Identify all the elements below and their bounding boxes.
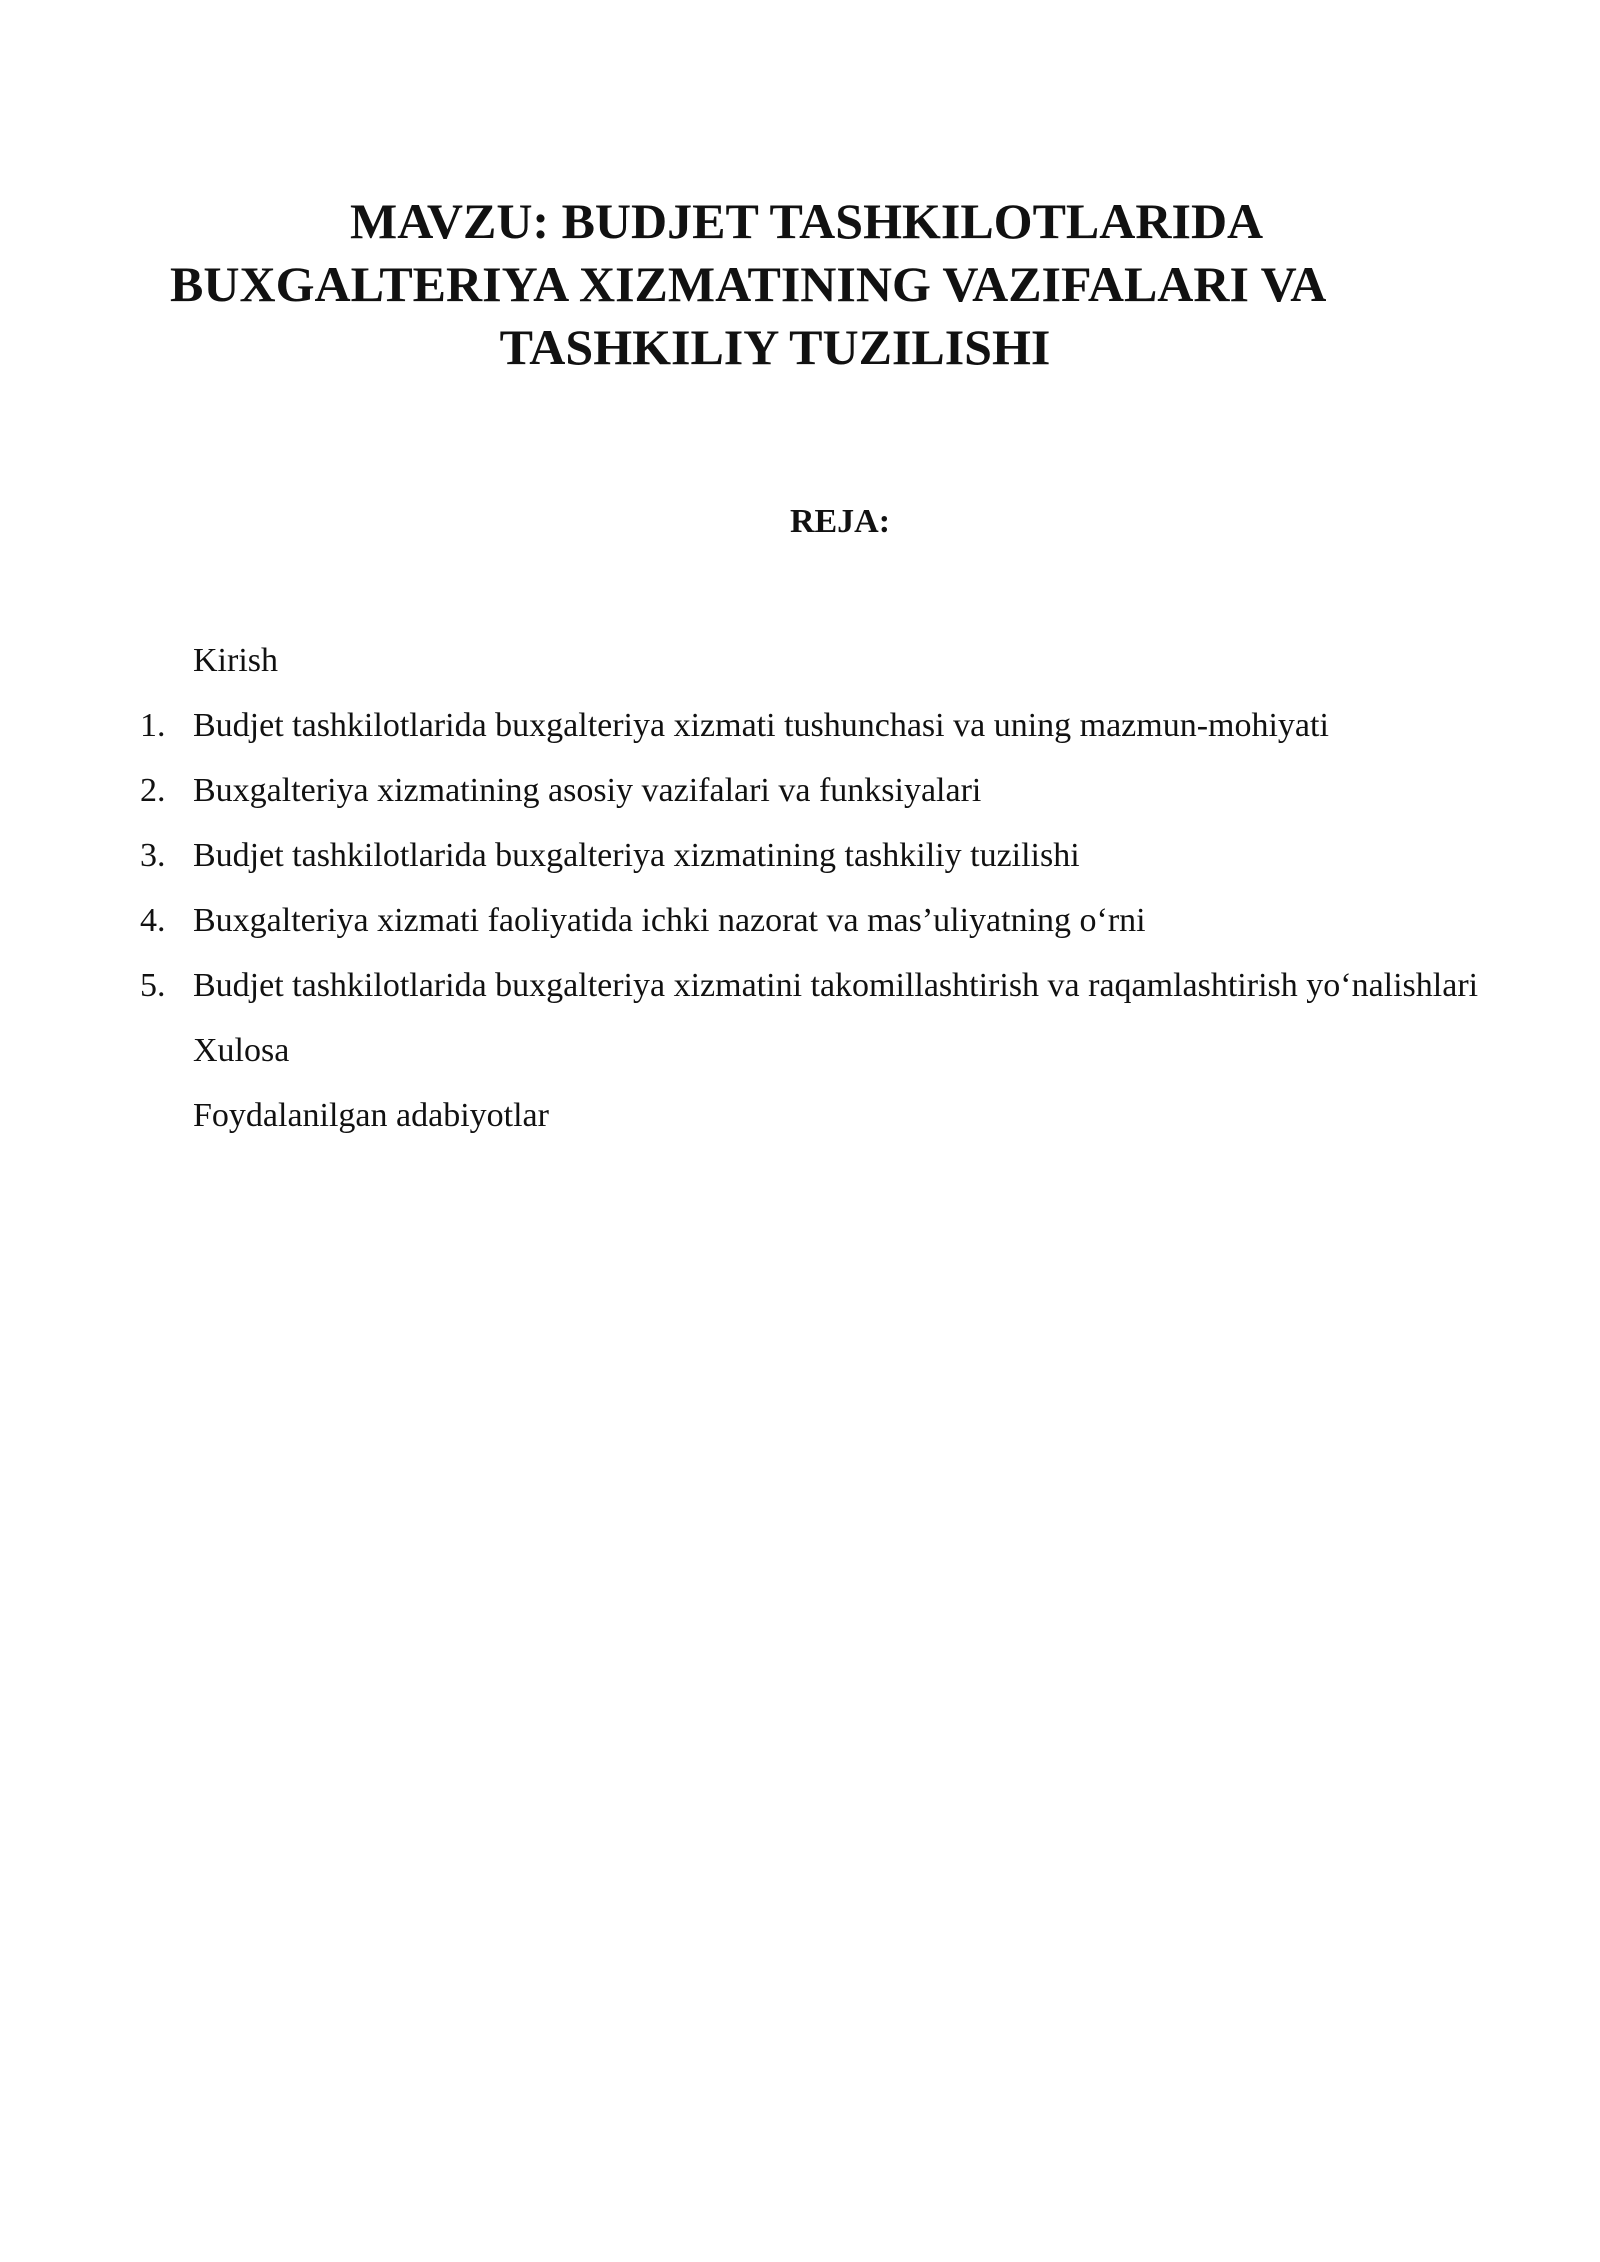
toc-item-number: 5. bbox=[140, 967, 166, 1004]
toc-item-number: 2. bbox=[140, 772, 166, 809]
toc-item-text: Buxgalteriya xizmati faoliyatida ichki nazorat va mas’uliyatning o‘rni bbox=[193, 902, 1146, 939]
toc-references-text: Foydalanilgan adabiyotlar bbox=[193, 1097, 549, 1134]
toc-conclusion bbox=[140, 1018, 1492, 1083]
toc-item bbox=[140, 888, 1492, 953]
title-line: MAVZU: BUDJET TASHKILOTLARIDA bbox=[350, 193, 1264, 249]
toc-item bbox=[140, 693, 1492, 758]
toc-item bbox=[140, 758, 1492, 823]
toc-references bbox=[140, 1083, 1492, 1148]
toc-item-number: 4. bbox=[140, 902, 166, 939]
title-line: BUXGALTERIYA XIZMATINING VAZIFALARI VA bbox=[170, 256, 1327, 312]
toc-item-number: 1. bbox=[140, 707, 166, 744]
toc-intro-text: Kirish bbox=[193, 642, 278, 679]
toc-item bbox=[140, 953, 1492, 1018]
document-title bbox=[150, 190, 1430, 379]
table-of-contents bbox=[140, 628, 1492, 1148]
toc-item-text: Budjet tashkilotlarida buxgalteriya xizmati tushunchasi va uning mazmun-mohiyati bbox=[193, 707, 1329, 744]
plan-heading: REJA: bbox=[789, 503, 891, 540]
title-line: TASHKILIY TUZILISHI bbox=[499, 319, 1051, 375]
toc-item-text: Buxgalteriya xizmatining asosiy vazifalari va funksiyalari bbox=[193, 772, 982, 809]
toc-item-text: Budjet tashkilotlarida buxgalteriya xizmatining tashkiliy tuzilishi bbox=[193, 837, 1080, 874]
toc-item bbox=[140, 823, 1492, 888]
toc-intro bbox=[140, 628, 1492, 693]
toc-conclusion-text: Xulosa bbox=[193, 1032, 290, 1069]
toc-item-number: 3. bbox=[140, 837, 166, 874]
toc-item-text: Budjet tashkilotlarida buxgalteriya xizmatini takomillashtirish va raqamlashtirish yo‘nalishlari bbox=[193, 967, 1479, 1004]
